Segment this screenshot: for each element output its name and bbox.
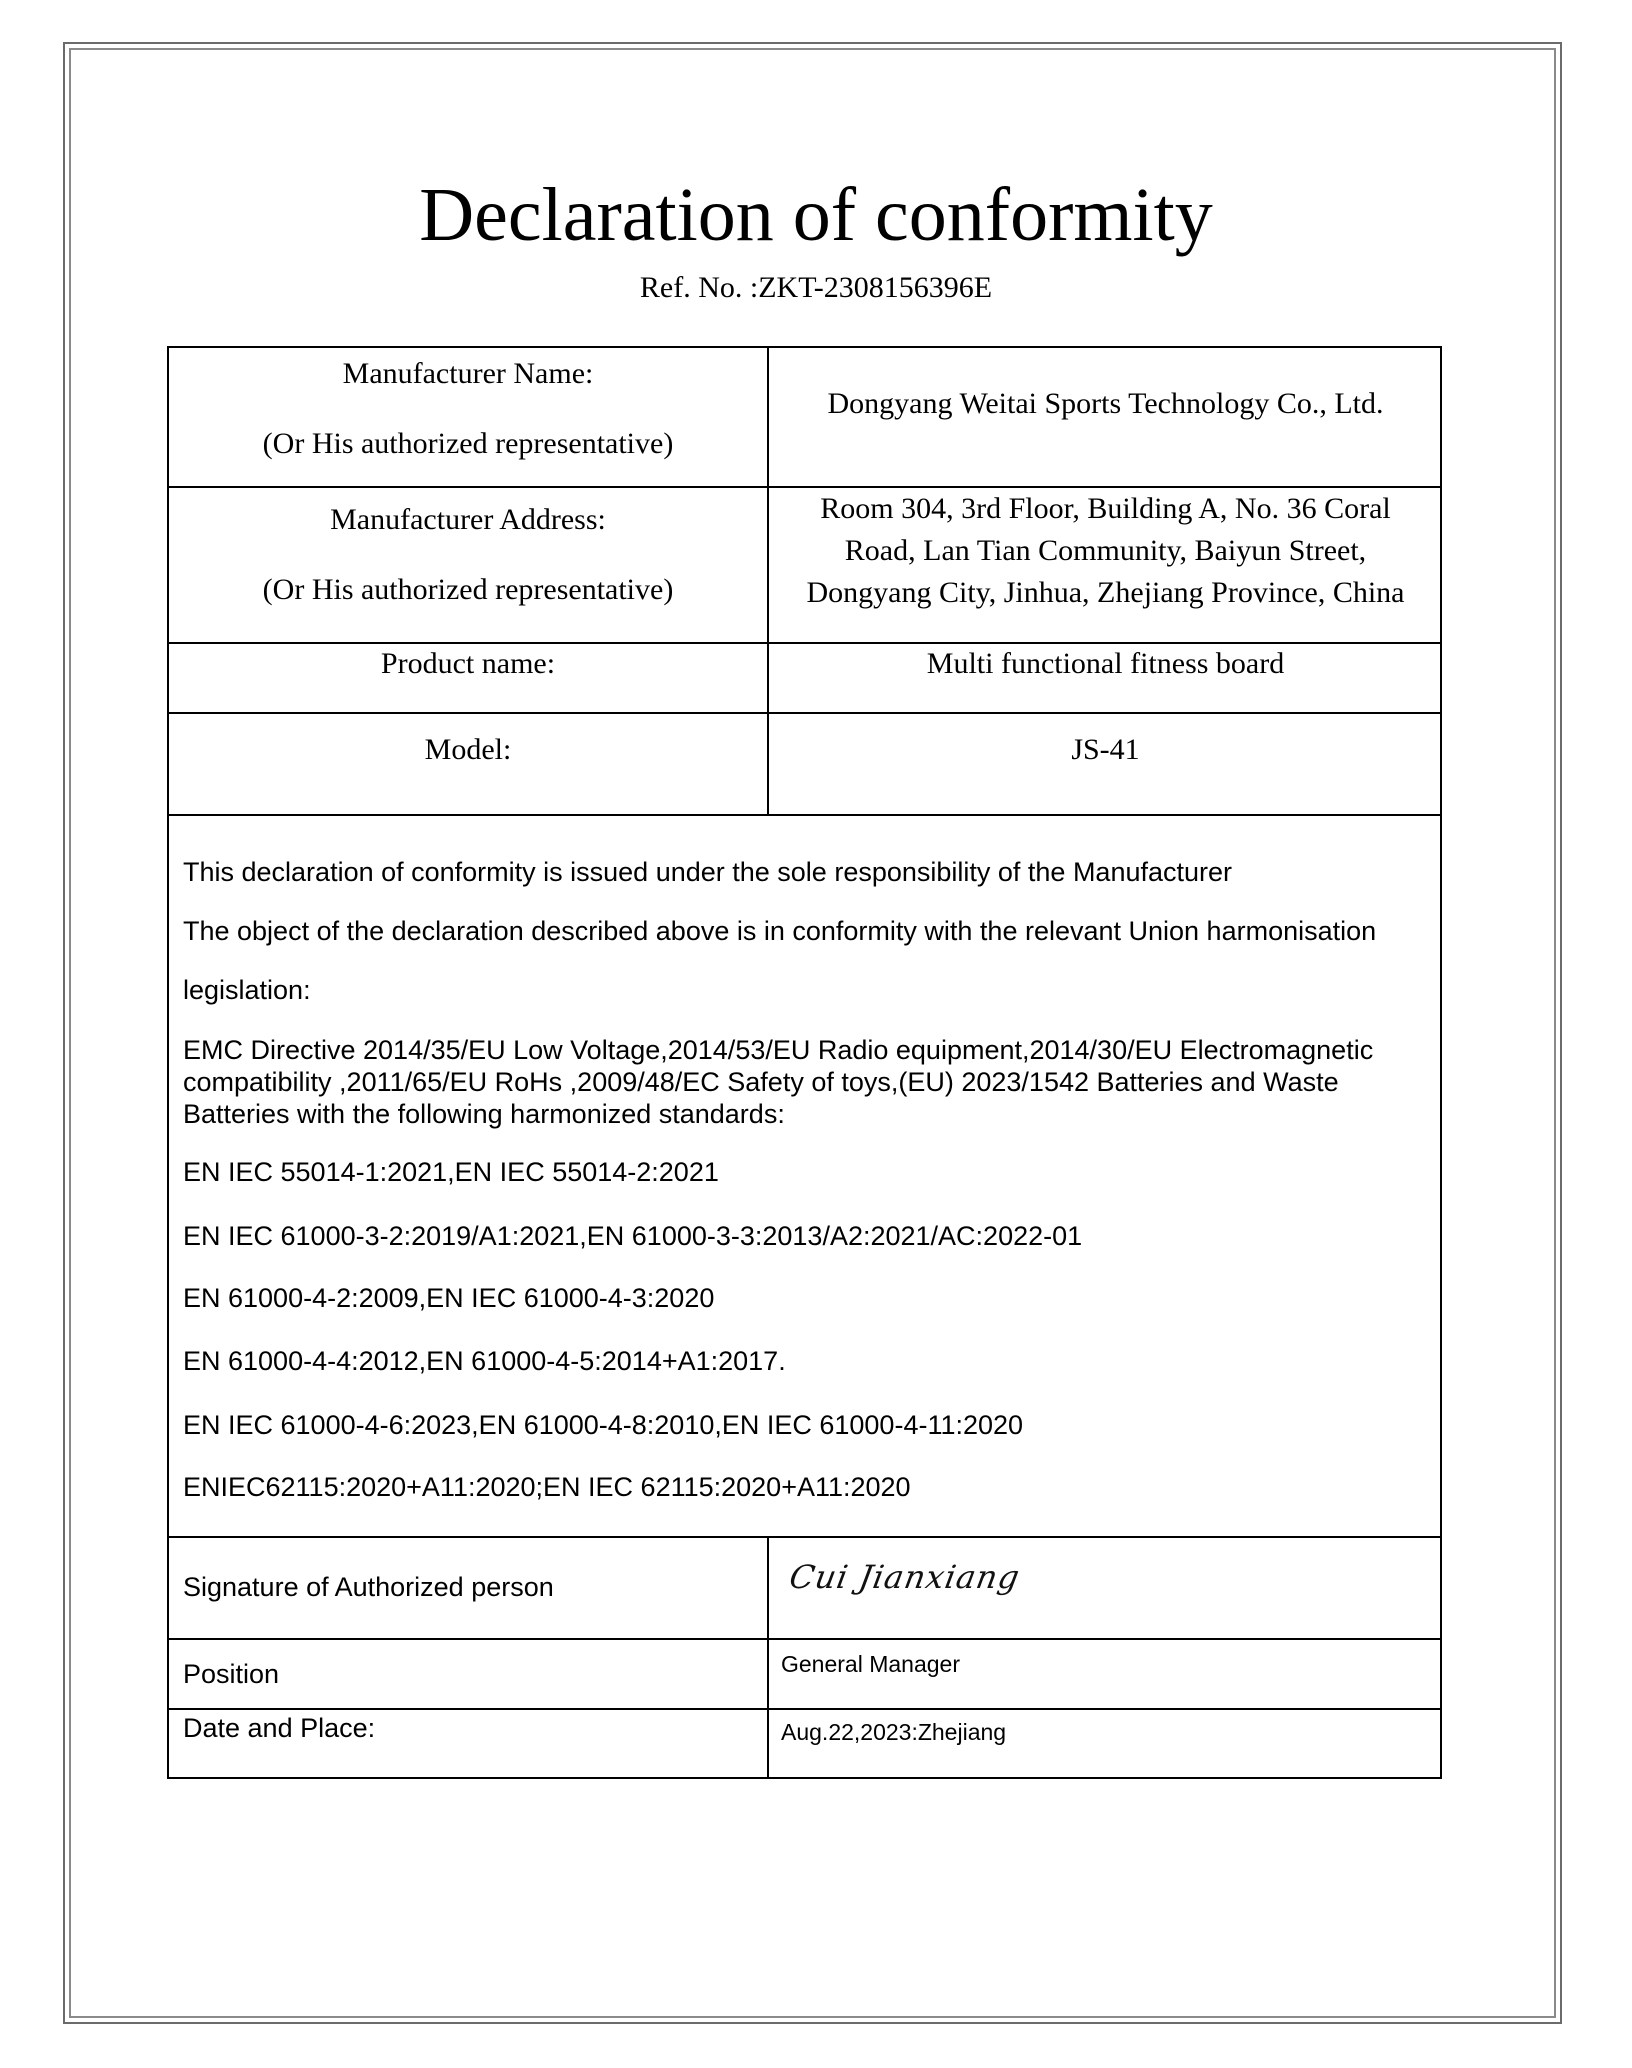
standard-item: ENIEC62115:2020+A11:2020;EN IEC 62115:2020+A11:2020 <box>183 1472 911 1502</box>
page-title: Declaration of conformity <box>419 173 1213 257</box>
date-place-value: Aug.22,2023:Zhejiang <box>781 1719 1007 1745</box>
manufacturer-name-value: Dongyang Weitai Sports Technology Co., Ltd. <box>827 387 1384 420</box>
address-line: Road, Lan Tian Community, Baiyun Street, <box>844 534 1367 567</box>
address-line: Room 304, 3rd Floor, Building A, No. 36 Coral <box>820 492 1391 525</box>
handwritten-signature: Cui Jianxiang <box>786 1558 1024 1596</box>
model-label-cell <box>169 714 767 814</box>
model-value-cell <box>769 714 1442 814</box>
standard-item: EN IEC 61000-3-2:2019/A1:2021,EN 61000-3-3:2013/A2:2021/AC:2022-01 <box>183 1221 1083 1251</box>
signature-label: Signature of Authorized person <box>183 1572 554 1602</box>
responsibility-statement: This declaration of conformity is issued under the sole responsibility of the Manufacturer <box>183 857 1233 887</box>
directives-line: compatibility ,2011/65/EU RoHs ,2009/48/EC Safety of toys,(EU) 2023/1542 Batteries and Waste <box>183 1067 1339 1097</box>
model-value: JS-41 <box>1071 733 1140 766</box>
product-name-label-cell <box>169 644 767 712</box>
position-value: General Manager <box>781 1651 960 1677</box>
row-divider <box>169 814 1440 816</box>
manufacturer-name-label-cell <box>169 348 767 486</box>
row-divider <box>169 1638 1440 1640</box>
product-name-label: Product name: <box>380 647 556 680</box>
manufacturer-name-value-cell <box>769 348 1442 486</box>
standard-item: EN 61000-4-4:2012,EN 61000-4-5:2014+A1:2017. <box>183 1346 786 1376</box>
manufacturer-address-value-cell <box>769 488 1442 642</box>
standard-item: EN 61000-4-2:2009,EN IEC 61000-4-3:2020 <box>183 1283 715 1313</box>
directives-line: EMC Directive 2014/35/EU Low Voltage,2014/53/EU Radio equipment,2014/30/EU Electromagnetic <box>183 1035 1374 1065</box>
manufacturer-address-label-cell <box>169 488 767 642</box>
reference-number: Ref. No. :ZKT-2308156396E <box>639 271 993 304</box>
column-divider <box>767 1536 769 1779</box>
manufacturer-address-sublabel: (Or His authorized representative) <box>262 573 674 606</box>
position-label: Position <box>183 1659 280 1689</box>
address-line: Dongyang City, Jinhua, Zhejiang Province, China <box>806 576 1405 609</box>
row-divider <box>169 1708 1440 1710</box>
model-label: Model: <box>424 733 512 766</box>
manufacturer-name-sublabel: (Or His authorized representative) <box>262 427 674 460</box>
manufacturer-name-label: Manufacturer Name: <box>342 357 594 390</box>
manufacturer-address-label: Manufacturer Address: <box>330 503 606 536</box>
standard-item: EN IEC 55014-1:2021,EN IEC 55014-2:2021 <box>183 1157 719 1187</box>
standard-item: EN IEC 61000-4-6:2023,EN 61000-4-8:2010,EN IEC 61000-4-11:2020 <box>183 1410 1024 1440</box>
directives-line: Batteries with the following harmonized standards: <box>183 1099 785 1129</box>
conformity-statement: The object of the declaration described above is in conformity with the relevant Union harmonisation <box>183 916 1377 946</box>
product-name-value: Multi functional fitness board <box>926 647 1285 680</box>
date-place-label: Date and Place: <box>183 1713 376 1743</box>
product-name-value-cell <box>769 644 1442 712</box>
conformity-statement-cont: legislation: <box>183 975 311 1005</box>
row-divider <box>169 1536 1440 1538</box>
